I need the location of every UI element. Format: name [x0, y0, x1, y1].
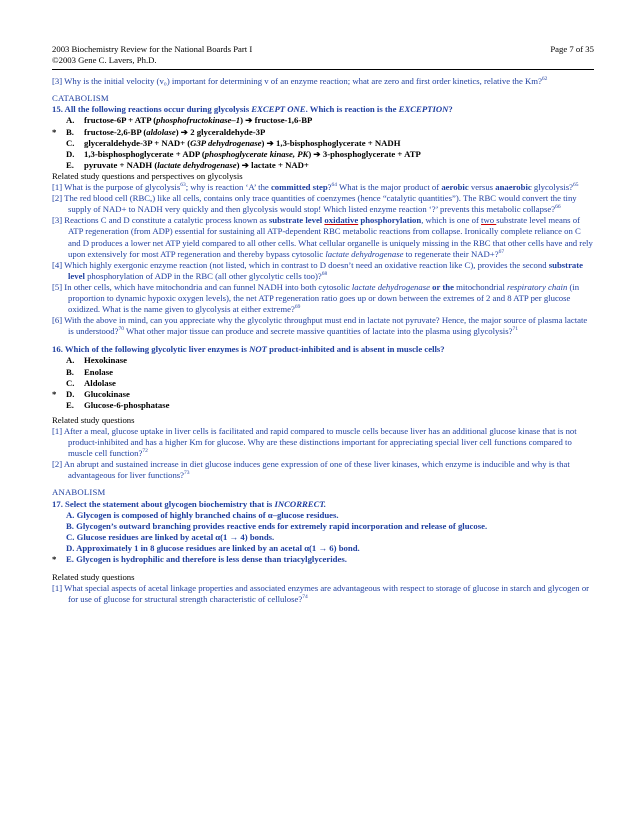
option-e: E. Glucose-6-phosphatase: [66, 399, 170, 410]
option-a: A. Glycogen is composed of highly branched chains of α–glucose residues.: [66, 509, 339, 520]
related-question-1: [1] What is the purpose of glycolysis$^{63}$; why is reaction ‘A’ the committed step?$^{64}$ What is the major product of aerobic versus anaerobic glycolysis?$^{65}$: [52, 182, 579, 193]
related-question-1: [1] What special aspects of acetal linkage properties and associated enzymes are advantageous with respect to storage of glucose in starch and glycogen or for use of glucose for structural strength characteristic of cellulose?$^{74}$: [52, 583, 590, 605]
option-c: C. Aldolase: [66, 377, 116, 388]
question-16-stem: 16. Which of the following glycolytic liver enzymes is NOT product-inhibited and is absent in muscle cells?: [52, 344, 445, 355]
related-question-2: [2] An abrupt and sustained increase in diet glucose induces gene expression of one of these liver kinases, which enzyme is inducible and why is that advantageous for liver functions?$^{73}$: [52, 459, 570, 481]
option-e: * E. Glycogen is hydrophilic and therefore is less dense than triacylglycerides.: [52, 554, 347, 565]
option-b: B. Enolase: [66, 366, 113, 377]
option-e: E. pyruvate + NADH (lactate dehydrogenase) ➔ lactate + NAD+: [66, 159, 309, 170]
page-number: Page 7 of 35: [550, 44, 594, 54]
option-b: B. Glycogen’s outward branching provides reactive ends for extremely rapid incorporation and release of glucose.: [66, 520, 488, 531]
section-title-anabolism: ANABOLISM: [52, 487, 106, 498]
header-rule: [52, 69, 594, 70]
related-question-4: [4] Which highly exergonic enzyme reaction (not listed, which in contrast to D doesn’t need an oxidative reaction like C), provides the second substrate level phosphorylation of ADP in the RBC (all other glycolytic cells too)?$^{68}$: [52, 259, 584, 281]
arrow-right-icon: ➔: [266, 137, 274, 148]
question-15-stem: 15. All the following reactions occur during glycolysis EXCEPT ONE. Which is reaction is the EXCEPTION?: [52, 104, 453, 115]
arrow-right-icon: ➔: [180, 126, 189, 137]
related-question-6: [6] With the above in mind, can you appreciate why the glycolytic throughput must end in lactate not pyruvate? Hence, the major source of plasma lactate is understood?$^{70}$ What other major tissue can produce and secrete massive quantities of lactate into the plasma using glycolysis?$^{71}$: [52, 315, 588, 337]
question-17-stem: 17. Select the statement about glycogen biochemistry that is INCORRECT.: [52, 498, 327, 509]
related-question-2: [2] The red blood cell (RBC,) like all cells, contains only trace quantities of coenzymes (hence “catalytic quantities”). The RBC would convert the tiny supply of NAD+ to NADH very quickly and then glycolysis would stop! Which listed enzyme reaction ‘?’ prevents this metabolic collapse?$^{66}$: [52, 193, 577, 215]
related-question-3: [3] Reactions C and D constitute a catalytic process known as substrate level oxidative phosphorylation, which is one of two substrate level means of ATP regeneration (from ADP) essential for sustaining all ATP-dependent RBC metabolic reactions from collapse. Ironically complete reliance on C and D produces a lower net ATP yield compared to all other cells. What cellular organelle is uniquely missing in the RBC that other cells have and rely upon extensively for most ATP regeneration and thereby bypass cytosolic lactate dehydrogenase to regenerate their NAD+?$^{67}$: [52, 215, 593, 259]
header-title: 2003 Biochemistry Review for the National Boards Part I: [52, 44, 253, 54]
option-c: C. glyceraldehyde-3P + NAD+ (G3P dehydrogenase) ➔ 1,3-bisphosphoglycerate + NADH: [66, 137, 401, 148]
option-c: C. Glucose residues are linked by acetal α(1 → 4) bonds.: [66, 531, 275, 542]
question-15-options: [52, 115, 594, 170]
kinetics-question: [3] Why is the initial velocity (v₀) important for determining v of an enzyme reaction; what are zero and first order kinetics, relative the Km?$^{62}$: [52, 76, 548, 87]
question-17-options: [52, 510, 594, 565]
copyright: ©2003 Gene C. Lavers, Ph.D.: [52, 55, 157, 66]
section-title-catabolism: CATABOLISM: [52, 93, 109, 104]
option-b: * B. fructose-2,6-BP (aldolase) ➔ 2 glyceraldehyde-3P: [52, 126, 266, 137]
related-question-1: [1] After a meal, glucose uptake in liver cells is facilitated and rapid compared to muscle cells because liver has an additional glucose kinase that is not product-inhibited and has a higher Km for glucose. Why are these distinctions important for appreciating special liver cell functions compared to muscle cell function?$^{72}$: [52, 426, 577, 459]
option-d: * D. Glucokinase: [52, 388, 130, 399]
page-header: [52, 44, 594, 55]
option-a: A. fructose-6P + ATP (phosphofructokinase–1) ➔ fructose-1,6-BP: [66, 115, 313, 126]
related-questions-heading: Related study questions and perspectives on glycolysis: [52, 170, 243, 181]
question-16-options: [52, 355, 594, 410]
related-questions-heading: Related study questions: [52, 414, 135, 425]
arrow-right-icon: ➔: [313, 148, 321, 159]
arrow-right-icon: ➔: [241, 159, 249, 170]
related-question-5: [5] In other cells, which have mitochondria and can funnel NADH into both cytosolic lactate dehydrogenase or the mitochondrial respiratory chain (in proportion to dynamic hypoxic oxygen levels), the net ATP regeneration ratio goes up or down between the extremes of 2 and 8 ATP per glucose oxidized. What is the name given to glycolysis at either extreme?$^{69}$: [52, 281, 580, 315]
related-questions-heading: Related study questions: [52, 572, 135, 583]
arrow-right-icon: ➔: [245, 115, 253, 126]
option-d: D. 1,3-bisphosphoglycerate + ADP (phosphoglycerate kinase, PK) ➔ 3-phosphoglycerate + ATP: [66, 148, 421, 159]
option-d: D. Approximately 1 in 8 glucose residues are linked by an acetal α(1 → 6) bond.: [66, 542, 360, 553]
option-a: A. Hexokinase: [66, 355, 127, 366]
